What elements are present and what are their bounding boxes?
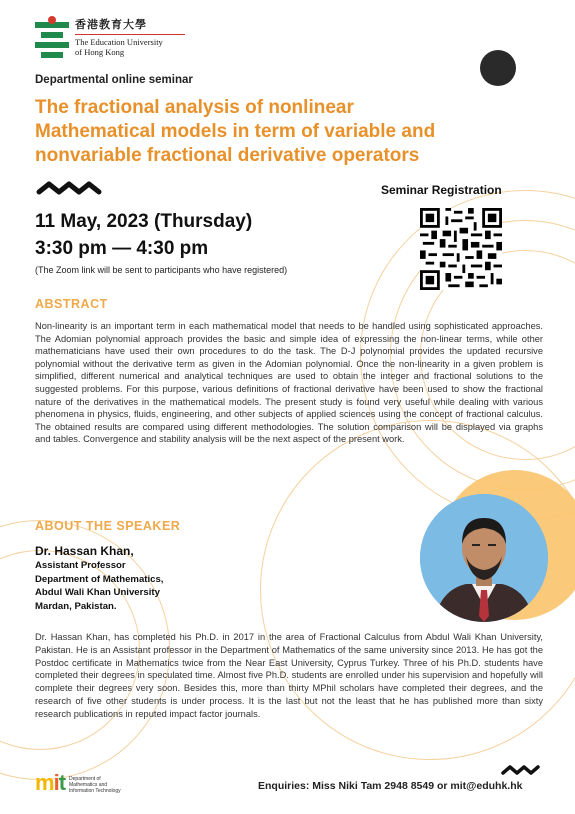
speaker-portrait-illustration — [420, 494, 548, 622]
speaker-university: Abdul Wali Khan University — [35, 587, 160, 598]
mit-logo — [35, 772, 129, 794]
black-dot-icon — [480, 50, 516, 86]
speaker-photo — [420, 494, 548, 622]
event-time: 3:30 pm — 4:30 pm — [35, 238, 209, 259]
speaker-heading: ABOUT THE SPEAKER — [35, 519, 181, 533]
mit-text-line-2: Mathematics and — [69, 782, 108, 788]
enquiry-contact: Enquiries: Miss Niki Tam 2948 8549 or mit@eduhk.hk — [258, 780, 523, 792]
speaker-position: Assistant Professor — [35, 560, 126, 571]
speaker-name: Dr. Hassan Khan, — [35, 544, 134, 558]
title-line-1: The fractional analysis of nonlinear — [35, 97, 354, 118]
title-line-3: nonvariable fractional derivative operators — [35, 145, 420, 166]
registration-label: Seminar Registration — [381, 183, 502, 197]
mit-text-line-1: Department of — [69, 776, 101, 782]
speaker-location: Mardan, Pakistan. — [35, 600, 117, 612]
logo-english-line-2: of Hong Kong — [75, 47, 125, 57]
seminar-title — [35, 96, 555, 168]
mit-logo-icon: mit — [35, 770, 66, 795]
logo-text — [75, 16, 185, 57]
eduhk-logo — [35, 16, 185, 58]
logo-chinese-name: 香港教育大學 — [75, 19, 147, 31]
eduhk-logo-icon — [35, 16, 69, 58]
speaker-bio: Dr. Hassan Khan, has completed his Ph.D. in 2017 in the area of Fractional Calculus from Abdul Wali Khan University, Pakistan. He is an Assistant professor in the Department of Mathematics of the same university since 2013. He has got the Postdoc certificate in Mathematics twice from the Near East University, Cyprus Turkey. Three of his Ph.D. students have completed their degrees in speculated time. Almost five Ph.D. students are enrolled under his supervision and hopefully will complete their degrees very soon. Besides this, more than thirty MPhil scholars have completed their degrees, and the research of five other students is under process. It is the last but not the least that he has published more than sixty research publications in reputed impact factor journals. — [35, 632, 543, 719]
zigzag-bottom-icon — [500, 764, 544, 776]
event-date: 11 May, 2023 (Thursday) — [35, 211, 253, 232]
mit-text-line-3: Information Technology — [69, 788, 121, 794]
qr-code-icon[interactable] — [420, 208, 502, 290]
logo-divider — [75, 34, 185, 35]
logo-english-line-1: The Education University — [75, 37, 163, 47]
title-line-2: Mathematical models in term of variable and — [35, 121, 436, 142]
seminar-type: Departmental online seminar — [35, 74, 193, 86]
zigzag-icon — [36, 180, 104, 196]
abstract-heading: ABSTRACT — [35, 297, 108, 311]
zoom-note: (The Zoom link will be sent to participants who have registered) — [35, 265, 288, 275]
mit-department-text — [69, 776, 129, 794]
speaker-department: Department of Mathematics, — [35, 573, 164, 585]
abstract-text: Non-linearity is an important term in each mathematical model that needs to be handled using sophisticated approaches. The Adomian polynomial approach provides the basic and simple idea of expressing the non-linear terms, while other mathematicians have used their own procedures to do the task. The D-J polynomial provides the updated recursive polynomial without the derivative term as given in the Adomian polynomial. Once the non-linearity in a given problem is simplified, different numerical and analytical techniques are used to obtain the integer and fractional solutions to the suggested problems. For this purpose, various definitions of fractional derivative have been used to show the fractional nature of the derivatives in the mathematical models. The present study is found very useful while dealing with various phenomena in physics, fluids, engineering, and other subjects of applied sciences using the concept of fractional calculus. The obtained results are compared using different methodologies. The solution comparison will be displayed via graphs and tables. Convergence and stability analysis will be the next aspect of the present work. — [35, 321, 543, 445]
speaker-details — [35, 543, 163, 613]
